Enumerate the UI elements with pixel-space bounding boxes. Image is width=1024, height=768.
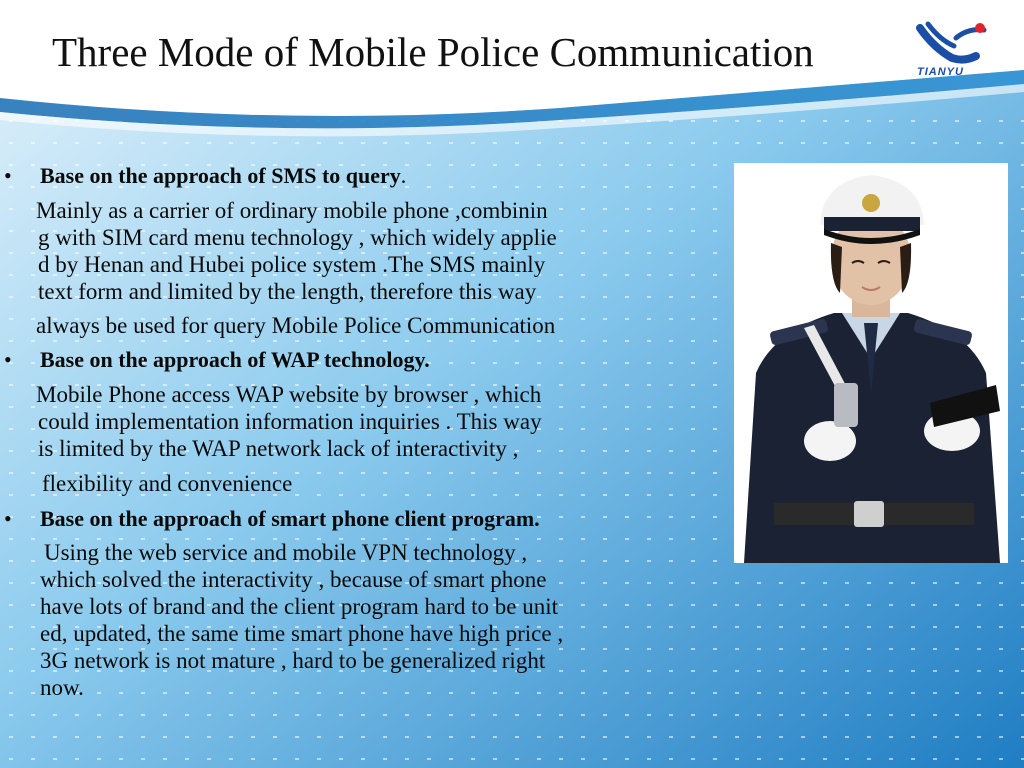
bullet-marker: • (4, 163, 12, 188)
section-heading: Base on the approach of WAP technology. (40, 347, 430, 372)
bullet-marker: • (4, 347, 12, 372)
body-line: now. (40, 675, 84, 700)
body-line: ed, updated, the same time smart phone have high price , (40, 621, 564, 646)
body-line: flexibility and convenience (42, 471, 293, 496)
body-line: Using the web service and mobile VPN technology , (44, 540, 528, 565)
bullet-marker: • (4, 506, 12, 531)
body-line: have lots of brand and the client program hard to be unit (40, 594, 558, 619)
body-line: could implementation information inquiries . This way (38, 409, 542, 434)
section-heading: Base on the approach of SMS to query. (40, 163, 407, 188)
logo-text: TIANYU (917, 66, 964, 78)
body-line: g with SIM card menu technology , which widely applie (38, 225, 557, 250)
slide-title: Three Mode of Mobile Police Communication (52, 29, 814, 75)
body-line: Mobile Phone access WAP website by browser , which (36, 382, 542, 407)
body-line: always be used for query Mobile Police Communication (36, 313, 556, 338)
section-heading: Base on the approach of smart phone client program. (40, 506, 540, 531)
body-line: 3G network is not mature , hard to be generalized right (40, 648, 546, 673)
police-officer-photo (734, 163, 1008, 563)
body-line: which solved the interactivity , because of smart phone (40, 567, 547, 592)
body-line: Mainly as a carrier of ordinary mobile phone ,combinin (36, 198, 548, 223)
body-line: text form and limited by the length, therefore this way (38, 279, 537, 304)
body-line: d by Henan and Hubei police system .The SMS mainly (38, 252, 546, 277)
body-line: is limited by the WAP network lack of interactivity , (38, 436, 519, 461)
